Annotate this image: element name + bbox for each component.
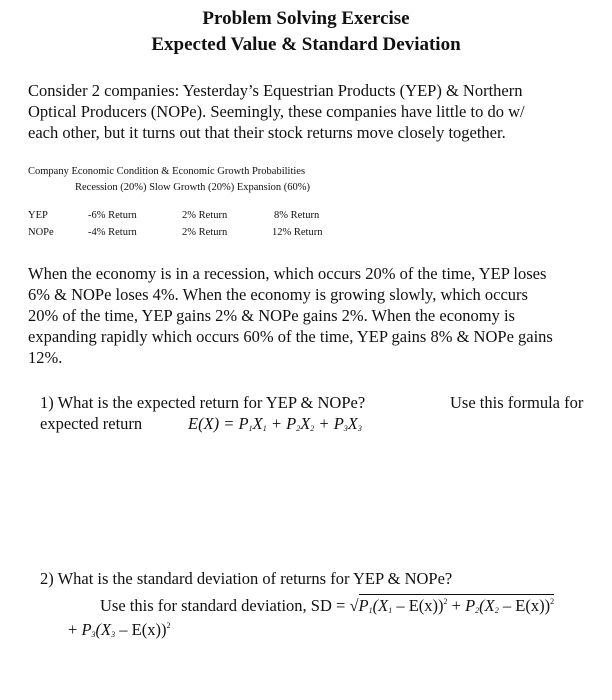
intro-line: Optical Producers (NOPe). Seemingly, these companies have little to do w/ bbox=[28, 102, 525, 121]
description-line: 20% of the time, YEP gains 2% & NOPe gains 2%. When the economy is bbox=[28, 306, 515, 325]
sd-formula-line-1: Use this for standard deviation, SD = $√P_1(X_1 - E(x))^2 + P_2(X_2 - E(x))^2$ bbox=[100, 596, 555, 615]
table-header-2: Recession (20%) Slow Growth (20%) Expansion (60%) bbox=[75, 182, 311, 193]
question-2-text: 2) What is the standard deviation of returns for YEP & NOPe? bbox=[40, 569, 453, 588]
expected-value-formula: $E(X) = P_1X_1 + P_2X_2 + P_3X_3$ bbox=[188, 414, 362, 433]
row-company: NOPe bbox=[28, 227, 54, 238]
description-line: 6% & NOPe loses 4%. When the economy is growing slowly, which occurs bbox=[28, 285, 528, 304]
intro-line: each other, but it turns out that their stock returns move closely together. bbox=[28, 123, 506, 142]
row-expansion: 12% Return bbox=[272, 227, 323, 238]
title-line-2: Expected Value & Standard Deviation bbox=[151, 34, 461, 55]
formula-hint-cont: expected return bbox=[40, 414, 143, 433]
row-expansion: 8% Return bbox=[274, 210, 320, 221]
intro-paragraph bbox=[28, 80, 608, 143]
description-line: 12%. bbox=[28, 348, 63, 367]
row-company: YEP bbox=[28, 210, 48, 221]
table-header-1: Company Economic Condition & Economic Growth Probabilities bbox=[28, 166, 306, 177]
sd-formula-line-2: + $P_3(X_3 - E(x))^2$ bbox=[68, 620, 171, 639]
row-slow: 2% Return bbox=[182, 227, 228, 238]
formula-hint: Use this formula for bbox=[450, 393, 584, 412]
description-line: expanding rapidly which occurs 60% of the time, YEP gains 8% & NOPe gains bbox=[28, 327, 553, 346]
row-slow: 2% Return bbox=[182, 210, 228, 221]
intro-line: Consider 2 companies: Yesterday’s Equestrian Products (YEP) & Northern bbox=[28, 81, 523, 100]
title-line-1: Problem Solving Exercise bbox=[202, 8, 410, 29]
question-1-text: 1) What is the expected return for YEP & NOPe? bbox=[40, 393, 366, 412]
description-paragraph bbox=[28, 263, 608, 368]
row-recession: -4% Return bbox=[88, 227, 137, 238]
description-line: When the economy is in a recession, which occurs 20% of the time, YEP loses bbox=[28, 264, 547, 283]
row-recession: -6% Return bbox=[88, 210, 137, 221]
